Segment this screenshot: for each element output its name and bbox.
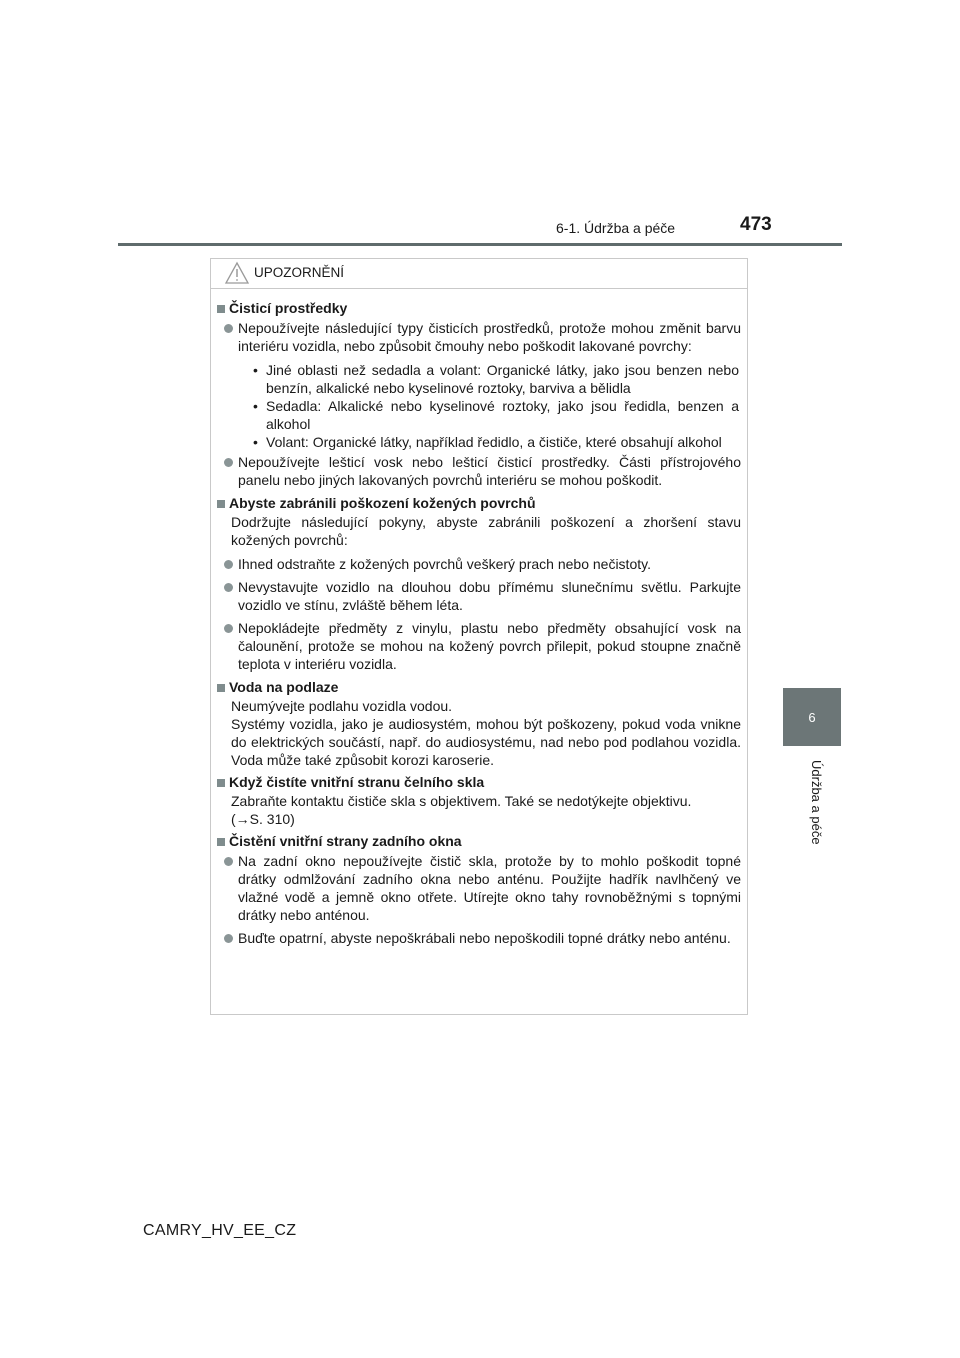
- square-bullet-icon: [217, 500, 225, 508]
- square-bullet-icon: [217, 838, 225, 846]
- section-heading: Čistění vnitřní strany zadního okna: [229, 833, 462, 849]
- warning-body: [211, 289, 747, 947]
- paragraph: Dodržujte následující pokyny, abyste zabránili poškození a zhoršení stavu kožených povrchů:: [231, 514, 741, 548]
- section-heading: Když čistíte vnitřní stranu čelního skla: [229, 774, 485, 790]
- sub-list: [217, 361, 741, 451]
- section-leather: [217, 494, 741, 673]
- round-bullet-icon: [224, 934, 233, 943]
- section-windshield: [217, 773, 741, 828]
- section-heading: Abyste zabránili poškození kožených povrchů: [229, 495, 536, 511]
- paragraph: Systémy vozidla, jako je audiosystém, mohou být poškozeny, pokud voda vnikne do elektrických součástí, např. do audiosystému, nad nebo pod podlahou vozidla. Voda může také způsobit korozi karoserie.: [231, 716, 741, 768]
- list-item: Nepoužívejte následující typy čisticích prostředků, protože mohou změnit barvu interiéru vozidla, nebo způsobit čmouhy nebo poškodit lakované povrchy:: [217, 319, 741, 355]
- section-rear-window: [217, 832, 741, 947]
- warning-header: [211, 259, 747, 289]
- section-title: 6-1. Údržba a péče: [556, 220, 676, 236]
- sub-item: • Jiné oblasti než sedadla a volant: Organické látky, jako jsou benzen nebo benzín, alkalické nebo kyselinové roztoky, barviva a bělidla: [250, 361, 741, 397]
- round-bullet-icon: [224, 560, 233, 569]
- round-bullet-icon: [224, 458, 233, 467]
- paragraph: Neumývejte podlahu vozidla vodou.: [231, 698, 453, 714]
- square-bullet-icon: [217, 684, 225, 692]
- round-bullet-icon: [224, 583, 233, 592]
- list-item: Ihned odstraňte z kožených povrchů veškerý prach nebo nečistoty.: [217, 555, 741, 573]
- warning-box: [210, 258, 748, 1015]
- list-item: Nepokládejte předměty z vinylu, plastu nebo předměty obsahující vosk na čalounění, protože se mohou na kožený povrch přilepit, pokud stoupne značně teplota v interiéru vozidla.: [217, 619, 741, 673]
- square-bullet-icon: [217, 305, 225, 313]
- paragraph: Zabraňte kontaktu čističe skla s objektivem. Také se nedotýkejte objektivu.: [231, 793, 692, 809]
- round-bullet-icon: [224, 857, 233, 866]
- dot-mark-icon: •: [253, 434, 258, 450]
- page-number: 473: [740, 214, 772, 235]
- header-divider: [118, 243, 842, 246]
- chapter-number: 6: [808, 709, 816, 725]
- dot-mark-icon: •: [253, 362, 258, 378]
- chapter-label: Údržba a péče: [809, 760, 824, 845]
- list-item: Nevystavujte vozidlo na dlouhou dobu přímému slunečnímu světlu. Parkujte vozidlo ve stínu, zvláště během léta.: [217, 578, 741, 614]
- chapter-tab: [783, 688, 841, 746]
- page-reference: (→S. 310): [231, 811, 295, 827]
- section-heading: Voda na podlaze: [229, 679, 339, 695]
- square-bullet-icon: [217, 779, 225, 787]
- list-item: Na zadní okno nepoužívejte čistič skla, protože by to mohlo poškodit topné drátky odmlžování zadního okna nebo anténu. Použijte hadřík navlhčený ve vlažné vodě a jemně okno otřete. Utírejte okno tahy rovnoběžnými s topnými drátky nebo anténou.: [217, 852, 741, 924]
- section-heading: Čisticí prostředky: [229, 300, 348, 316]
- warning-triangle-icon: [224, 261, 250, 285]
- section-water-floor: [217, 678, 741, 769]
- document-code: CAMRY_HV_EE_CZ: [143, 1222, 297, 1239]
- list-item: Buďte opatrní, abyste nepoškrábali nebo nepoškodili topné drátky nebo anténu.: [217, 929, 741, 947]
- list-item: Nepoužívejte lešticí vosk nebo lešticí čisticí prostředky. Části přístrojového panelu nebo jiných lakovaných povrchů interiéru se mohou poškodit.: [217, 453, 741, 489]
- sub-item: • Volant: Organické látky, například ředidlo, a čističe, které obsahují alkohol: [250, 433, 741, 451]
- dot-mark-icon: •: [253, 398, 258, 414]
- sub-item: • Sedadla: Alkalické nebo kyselinové roztoky, jako jsou ředidla, benzen a alkohol: [250, 397, 741, 433]
- warning-title: UPOZORNĚNÍ: [254, 265, 345, 280]
- round-bullet-icon: [224, 624, 233, 633]
- section-cleaning-agents: [217, 299, 741, 489]
- round-bullet-icon: [224, 324, 233, 333]
